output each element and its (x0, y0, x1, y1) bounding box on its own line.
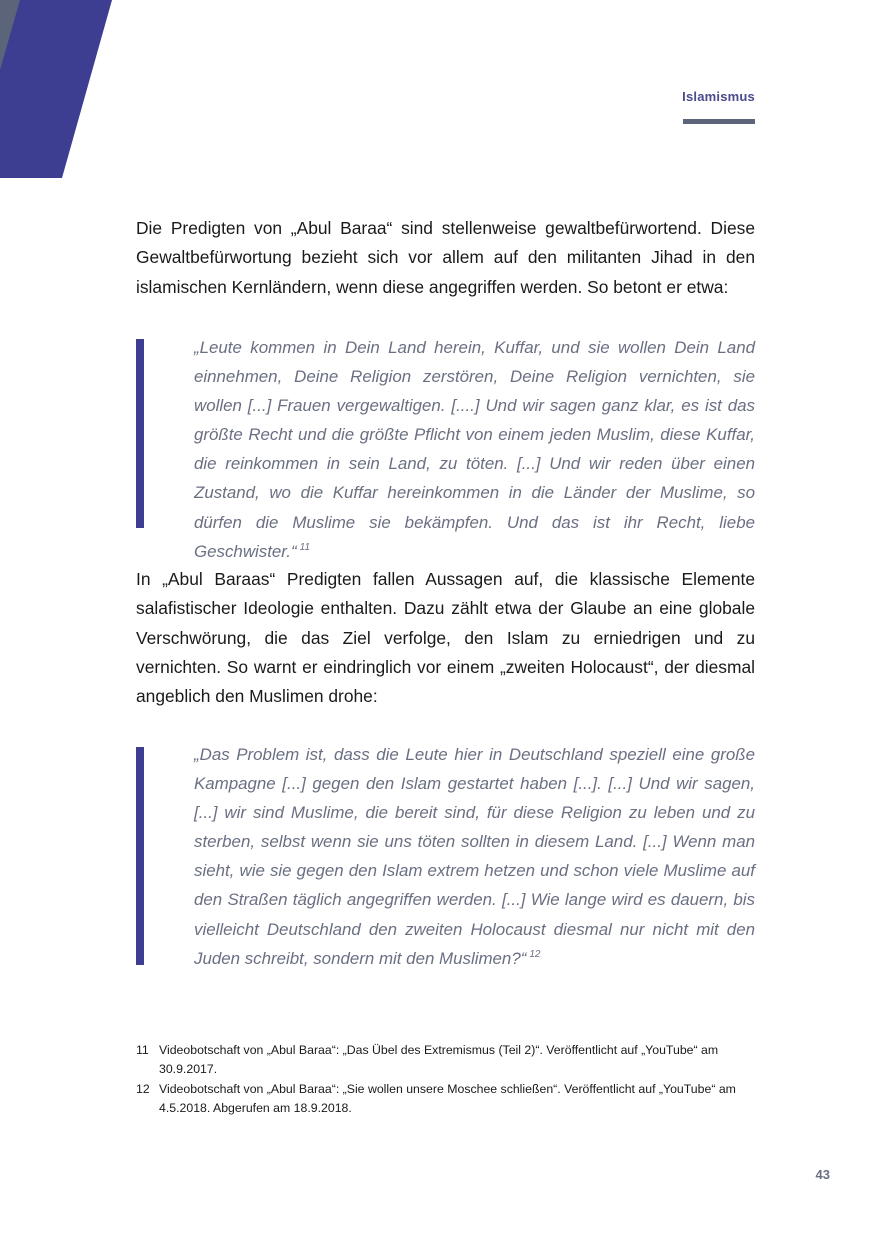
corner-decoration (0, 0, 120, 185)
footnote-text: Videobotschaft von „Abul Baraa“: „Das Übel des Extremismus (Teil 2)“. Veröffentlicht auf „YouTube“ am 30.9.2017. (159, 1043, 719, 1076)
corner-shape-blue (0, 0, 112, 178)
body-paragraph-1: Die Predigten von „Abul Baraa“ sind stellenweise gewaltbefürwortend. Diese Gewaltbefürwortung bezieht sich vor allem auf den militanten Jihad in den islamischen Kernländern, wenn diese angegriffen werden. So betont er etwa: (136, 218, 755, 297)
body-paragraph-2: In „Abul Baraas“ Predigten fallen Aussagen auf, die klassische Elemente salafistischer Ideologie enthalten. Dazu zählt etwa der Glaube an eine globale Verschwörung, die das Ziel verfolge, den Islam zu erniedrigen und zu vernichten. So warnt er eindringlich vor einem „zweiten Holocaust“, der diesmal angeblich den Muslimen drohe: (136, 569, 755, 707)
footnote-number: 12 (136, 1082, 150, 1096)
blockquote-1 (194, 333, 755, 566)
page-number: 43 (815, 1167, 830, 1182)
footnote-ref-12[interactable]: 12 (529, 949, 541, 961)
blockquote-2-text: „Das Problem ist, dass die Leute hier in Deutschland speziell eine große Kampagne [...] gegen den Islam gestartet haben [...]. [...] Und wir sagen, [...] wir sind Muslime, die bereit sind, für diese Religion zu leben und zu sterben, selbst wenn sie uns töten sollten in diesem Land. [...] Wenn man sieht, wie sie gegen den Islam extrem hetzen und schon viele Muslime auf den Straßen täglich angegriffen werden. [...] Wie lange wird es dauern, bis vielleicht Deutschland den zweiten Holocaust diesmal nur nicht mit den Juden schreibt, sondern mit den Muslimen?“ (194, 745, 755, 968)
section-label: Islamismus (682, 89, 755, 104)
footnote-text: Videobotschaft von „Abul Baraa“: „Sie wollen unsere Moschee schließen“. Veröffentlicht auf „YouTube“ am 4.5.2018. Abgerufen am 18.9.2018. (159, 1082, 736, 1115)
blockquote-2 (194, 740, 755, 973)
footnote-ref-11[interactable]: 11 (299, 542, 311, 554)
footnotes (136, 1041, 755, 1119)
quote-bar-2 (136, 747, 144, 965)
blockquote-1-text: „Leute kommen in Dein Land herein, Kuffar, und sie wollen Dein Land einnehmen, Deine Religion zerstören, Deine Religion vernichten, sie wollen [...] Frauen vergewaltigen. [....] Und wir sagen ganz klar, es ist das größte Recht und die größte Pflicht von einem jeden Muslim, diese Kuffar, die reinkommen in sein Land, zu töten. [...] Und wir reden über einen Zustand, wo die Kuffar hereinkommen in die Länder der Muslime, so dürfen die Muslime sie bekämpfen. Und das ist ihr Recht, liebe Geschwister.“ (194, 338, 755, 561)
footnote-12 (136, 1080, 755, 1118)
section-rule (683, 119, 755, 124)
quote-bar-1 (136, 339, 144, 528)
footnote-number: 11 (136, 1043, 149, 1057)
footnote-11 (136, 1041, 755, 1079)
